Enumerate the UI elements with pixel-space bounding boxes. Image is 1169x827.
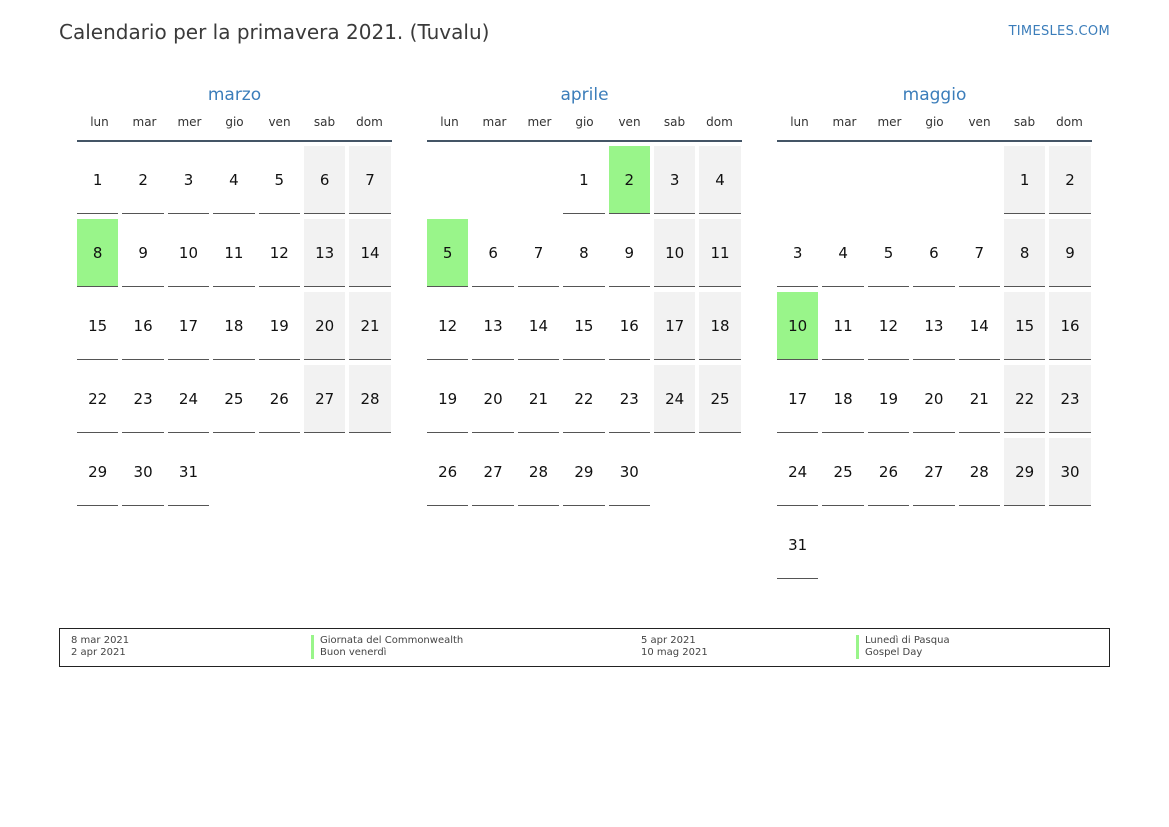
legend-holiday-name: Lunedì di Pasqua: [865, 635, 950, 646]
day-cell[interactable]: 22: [1004, 365, 1045, 433]
day-cell[interactable]: 24: [777, 438, 818, 506]
day-cell[interactable]: 9: [1049, 219, 1090, 287]
day-cell[interactable]: 20: [304, 292, 345, 360]
weekday-label: sab: [663, 115, 686, 129]
day-cell[interactable]: 27: [304, 365, 345, 433]
day-cell[interactable]: 9: [122, 219, 163, 287]
day-cell[interactable]: 29: [1004, 438, 1045, 506]
day-cell[interactable]: 10: [777, 292, 818, 360]
day-cell[interactable]: 30: [122, 438, 163, 506]
weekday-label: mer: [877, 115, 902, 129]
legend-holiday-name: Gospel Day: [865, 647, 923, 658]
day-cell[interactable]: 31: [168, 438, 209, 506]
weekday-label: dom: [1056, 115, 1083, 129]
day-cell[interactable]: 10: [168, 219, 209, 287]
page-title: Calendario per la primavera 2021. (Tuvalu): [59, 20, 490, 44]
day-cell[interactable]: 8: [563, 219, 604, 287]
empty-cell: [868, 146, 909, 213]
month-may: [777, 84, 1092, 579]
legend-date: 8 mar 2021: [71, 635, 130, 646]
day-cell[interactable]: 5: [427, 219, 468, 287]
weekday-label: sab: [1013, 115, 1036, 129]
day-cell[interactable]: 17: [777, 365, 818, 433]
brand-link[interactable]: TIMESLES.COM: [1008, 24, 1110, 39]
day-cell[interactable]: 2: [1049, 146, 1090, 214]
empty-cell: [822, 146, 863, 213]
day-cell[interactable]: 12: [259, 219, 300, 287]
day-cell[interactable]: 11: [699, 219, 740, 287]
weekday-label: gio: [225, 115, 244, 129]
day-cell[interactable]: 7: [518, 219, 559, 287]
day-cell[interactable]: 16: [609, 292, 650, 360]
day-cell[interactable]: 7: [959, 219, 1000, 287]
day-cell[interactable]: 14: [518, 292, 559, 360]
weekday-label: ven: [618, 115, 641, 129]
day-cell[interactable]: 3: [777, 219, 818, 287]
day-cell[interactable]: 9: [609, 219, 650, 287]
day-cell[interactable]: 28: [349, 365, 390, 433]
day-cell[interactable]: 15: [1004, 292, 1045, 360]
day-cell[interactable]: 29: [77, 438, 118, 506]
weekday-label: ven: [968, 115, 991, 129]
day-cell[interactable]: 26: [427, 438, 468, 506]
day-cell[interactable]: 5: [259, 146, 300, 214]
day-cell[interactable]: 2: [122, 146, 163, 214]
weekday-label: mar: [132, 115, 157, 129]
day-cell[interactable]: 6: [304, 146, 345, 214]
empty-cell: [913, 146, 954, 213]
day-cell[interactable]: 20: [472, 365, 513, 433]
day-cell[interactable]: 23: [122, 365, 163, 433]
day-cell[interactable]: 24: [654, 365, 695, 433]
day-cell[interactable]: 29: [563, 438, 604, 506]
weekday-label: gio: [575, 115, 594, 129]
day-cell[interactable]: 21: [959, 365, 1000, 433]
day-cell[interactable]: 18: [699, 292, 740, 360]
empty-cell: [959, 146, 1000, 213]
day-cell[interactable]: 10: [654, 219, 695, 287]
day-cell[interactable]: 11: [822, 292, 863, 360]
weekday-label: lun: [790, 115, 809, 129]
day-cell[interactable]: 8: [1004, 219, 1045, 287]
legend-date: 5 apr 2021: [641, 635, 696, 646]
day-grid: [77, 146, 392, 506]
day-cell[interactable]: 13: [304, 219, 345, 287]
day-cell[interactable]: 17: [168, 292, 209, 360]
day-cell[interactable]: 22: [563, 365, 604, 433]
day-cell[interactable]: 21: [518, 365, 559, 433]
day-cell[interactable]: 6: [913, 219, 954, 287]
day-cell[interactable]: 12: [868, 292, 909, 360]
day-cell[interactable]: 30: [1049, 438, 1090, 506]
day-cell[interactable]: 26: [259, 365, 300, 433]
weekday-label: mar: [482, 115, 507, 129]
day-cell[interactable]: 25: [699, 365, 740, 433]
weekday-label: ven: [268, 115, 291, 129]
day-cell[interactable]: 18: [213, 292, 254, 360]
weekday-label: gio: [925, 115, 944, 129]
day-cell[interactable]: 16: [1049, 292, 1090, 360]
day-cell[interactable]: 4: [699, 146, 740, 214]
day-cell[interactable]: 6: [472, 219, 513, 287]
month-name: marzo: [207, 85, 262, 105]
legend-date: 10 mag 2021: [641, 647, 708, 658]
day-cell[interactable]: 13: [913, 292, 954, 360]
day-cell[interactable]: 20: [913, 365, 954, 433]
day-cell[interactable]: 25: [213, 365, 254, 433]
day-cell[interactable]: 8: [77, 219, 118, 287]
weekday-header: [777, 114, 1092, 142]
day-cell[interactable]: 19: [868, 365, 909, 433]
day-cell[interactable]: 3: [654, 146, 695, 214]
day-cell[interactable]: 3: [168, 146, 209, 214]
weekday-label: mer: [177, 115, 202, 129]
month-name: aprile: [560, 85, 609, 105]
day-cell[interactable]: 18: [822, 365, 863, 433]
day-cell[interactable]: 27: [472, 438, 513, 506]
day-cell[interactable]: 13: [472, 292, 513, 360]
day-cell[interactable]: 22: [77, 365, 118, 433]
day-cell[interactable]: 28: [518, 438, 559, 506]
weekday-header: [77, 114, 392, 142]
day-cell[interactable]: 24: [168, 365, 209, 433]
weekday-label: sab: [313, 115, 336, 129]
weekday-label: lun: [90, 115, 109, 129]
day-cell[interactable]: 23: [609, 365, 650, 433]
day-cell[interactable]: 28: [959, 438, 1000, 506]
day-cell[interactable]: 1: [1004, 146, 1045, 214]
day-cell[interactable]: 19: [427, 365, 468, 433]
day-cell[interactable]: 4: [213, 146, 254, 214]
day-cell[interactable]: 4: [822, 219, 863, 287]
day-cell[interactable]: 12: [427, 292, 468, 360]
day-grid: [427, 146, 742, 506]
weekday-header: [427, 114, 742, 142]
day-cell[interactable]: 31: [777, 511, 818, 579]
weekday-label: dom: [356, 115, 383, 129]
legend-holiday-name: Buon venerdì: [320, 647, 387, 658]
legend-date: 2 apr 2021: [71, 647, 126, 658]
day-cell[interactable]: 15: [77, 292, 118, 360]
day-cell[interactable]: 19: [259, 292, 300, 360]
month-name: maggio: [902, 85, 967, 105]
legend-color-bar: [311, 635, 314, 659]
day-cell[interactable]: 30: [609, 438, 650, 506]
day-cell[interactable]: 27: [913, 438, 954, 506]
day-cell[interactable]: 7: [349, 146, 390, 214]
day-cell[interactable]: 23: [1049, 365, 1090, 433]
weekday-label: dom: [706, 115, 733, 129]
day-cell[interactable]: 25: [822, 438, 863, 506]
day-cell[interactable]: 26: [868, 438, 909, 506]
empty-cell: [427, 146, 468, 213]
day-cell[interactable]: 1: [77, 146, 118, 214]
day-cell[interactable]: 15: [563, 292, 604, 360]
day-cell[interactable]: 14: [349, 219, 390, 287]
weekday-label: mar: [832, 115, 857, 129]
month-april: [427, 84, 742, 506]
empty-cell: [777, 146, 818, 213]
legend-holiday-name: Giornata del Commonwealth: [320, 635, 464, 646]
empty-cell: [472, 146, 513, 213]
day-cell[interactable]: 5: [868, 219, 909, 287]
day-cell[interactable]: 2: [609, 146, 650, 214]
legend-color-bar: [856, 635, 859, 659]
day-cell[interactable]: 11: [213, 219, 254, 287]
weekday-label: lun: [440, 115, 459, 129]
day-grid: [777, 146, 1092, 579]
day-cell[interactable]: 17: [654, 292, 695, 360]
day-cell[interactable]: 21: [349, 292, 390, 360]
day-cell[interactable]: 14: [959, 292, 1000, 360]
day-cell[interactable]: 1: [563, 146, 604, 214]
weekday-label: mer: [527, 115, 552, 129]
empty-cell: [518, 146, 559, 213]
day-cell[interactable]: 16: [122, 292, 163, 360]
holiday-legend: [59, 628, 1110, 667]
month-march: [77, 84, 392, 506]
